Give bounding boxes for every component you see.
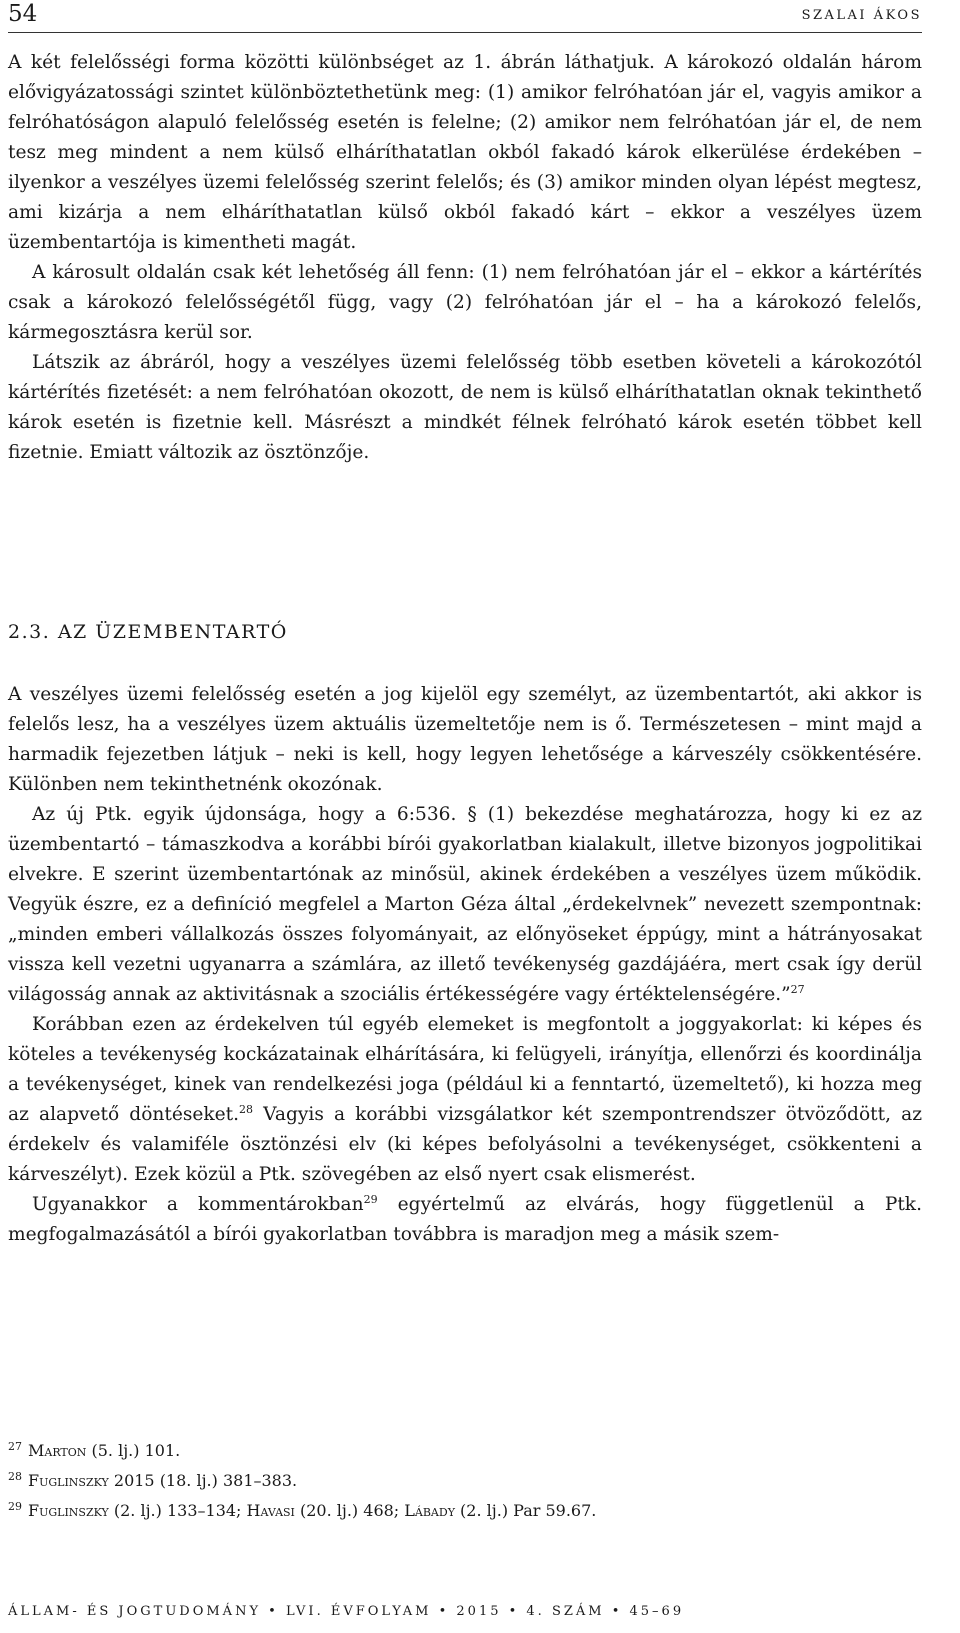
footnote-author: Fuglinszky — [28, 1471, 109, 1490]
footnote-author: Fuglinszky — [28, 1501, 109, 1520]
footnote-number: 27 — [8, 1440, 22, 1453]
running-head: SZALAI ÁKOS — [801, 8, 922, 23]
footnote-text: (2. lj.) 133–134; — [108, 1501, 247, 1520]
paragraph-text: Vagyis a korábbi vizsgálatkor két szempontrendszer ötvöződött, az érdekelv és valamiféle ösztönzési elv (ki képes befolyásolni a tevékenységet, csökkenteni a kárveszélyt). Ezek közül a Ptk. szövegében az első nyert csak elismerést. — [8, 1104, 922, 1185]
footnote-ref[interactable]: 29 — [363, 1193, 378, 1206]
footnote — [8, 1464, 922, 1494]
footnote-number: 28 — [8, 1470, 22, 1483]
footnotes — [8, 1434, 922, 1524]
paragraph: A veszélyes üzemi felelősség esetén a jog kijelöl egy személyt, az üzembentartót, aki akkor is felelős lesz, ha a veszélyes üzem aktuális üzemeltetője nem is ő. Természetesen – mint majd a harmadik fejezetben látjuk – neki is kell, hogy legyen lehetősége a kárveszély csökkentésére. Különben nem tekinthetnénk okozónak. — [8, 684, 922, 795]
footnote-author: Havasi — [246, 1501, 295, 1520]
footnote-ref[interactable]: 27 — [790, 983, 805, 996]
footnote — [8, 1434, 922, 1464]
section-number: 2.3. — [8, 621, 51, 643]
footnote-text: 2015 (18. lj.) 381–383. — [108, 1471, 298, 1490]
page-header — [8, 0, 922, 33]
section-title: AZ ÜZEMBENTARTÓ — [57, 621, 288, 643]
paragraph-text: Korábban ezen az érdekelven túl egyéb elemeket is megfontolt a joggyakorlat: ki képes és köteles a tevékenység kockázatainak elhárítására, ki felügyeli, irányítja, ellenőrzi és koordinálja a tevékenységet, kinek van rendelkezési joga (például ki a fenntartó, üzemeltető), ki hozza meg az alapvető döntéseket. — [8, 1014, 922, 1125]
footnote — [8, 1494, 922, 1524]
paragraph: A károsult oldalán csak két lehetőség áll fenn: (1) nem felróhatóan jár el – ekkor a kártérítés csak a károkozó felelősségétől függ, vagy (2) felróhatóan jár el – ha a károkozó felelős, kármegosztásra kerül sor. — [8, 262, 922, 343]
paragraph: A két felelősségi forma közötti különbséget az 1. ábrán láthatjuk. A károkozó oldalán három elővigyázatossági szintet különböztethetünk meg: (1) amikor felróhatóan jár el, vagyis amikor a felróhatóságon alapuló felelősség esetén is felelne; (2) amikor nem felróhatóan jár el, de nem tesz meg mindent a nem külső elháríthatatlan okból fakadó károk elkerülése érdekében – ilyenkor a veszélyes üzemi felelősség szerint felelős; és (3) amikor minden olyan lépést megtesz, ami kizárja a nem elháríthatatlan külső okból fakadó kárt – ekkor a veszélyes üzem üzembentartója is kimentheti magát. — [8, 52, 922, 253]
footnote-author: Marton — [28, 1441, 87, 1460]
body-section-2 — [8, 680, 922, 1250]
footnote-author: Lábady — [404, 1501, 455, 1520]
paragraph-text: egyértelmű az elvárás, hogy függetlenül a Ptk. megfogalmazásától a bírói gyakorlatban továbbra is maradjon meg a másik szem- — [8, 1194, 922, 1245]
footnote-text: (2. lj.) Par 59.67. — [454, 1501, 597, 1520]
paragraph — [8, 1190, 922, 1250]
paragraph — [8, 800, 922, 1010]
paragraph-text: Az új Ptk. egyik újdonsága, hogy a 6:536. § (1) bekezdése meghatározza, hogy ki ez az üzembentartó – támaszkodva a korábbi bírói gyakorlatban kialakult, illetve bizonyos jogpolitikai elvekre. E szerint üzembentartónak az minősül, akinek érdekében a veszélyes üzem működik. Vegyük észre, ez a definíció megfelel a Marton Géza által „érdekelvnek” nevezett szempontnak: „minden emberi vállalkozás összes folyományait, az előnyöseket éppúgy, mint a hátrányosakat vissza kell vezetni ugyanarra a számlára, az illető tevékenység gazdájáéra, mert csak így derül világosság annak az aktivitásnak a szociális értékességére vagy értéktelenségére.” — [8, 804, 922, 1005]
page-number: 54 — [8, 1, 38, 27]
page-footer: ÁLLAM- ÉS JOGTUDOMÁNY • LVI. ÉVFOLYAM • 2015 • 4. SZÁM • 45–69 — [8, 1604, 685, 1619]
paragraph-text: Ugyanakkor a kommentárokban — [32, 1194, 364, 1215]
paragraph: Látszik az ábráról, hogy a veszélyes üzemi felelősség több esetben követeli a károkozótól kártérítés fizetését: a nem felróhatóan okozott, de nem is külső elháríthatatlan oknak tekinthető károk esetén is fizetnie kell. Másrészt a mindkét félnek felróható károk esetén többet kell fizetnie. Emiatt változik az ösztönzője. — [8, 352, 922, 463]
footnote-ref[interactable]: 28 — [239, 1103, 254, 1116]
footnote-number: 29 — [8, 1500, 22, 1513]
footnote-text: (20. lj.) 468; — [294, 1501, 405, 1520]
section-heading — [8, 618, 288, 646]
footnote-text: (5. lj.) 101. — [86, 1441, 181, 1460]
body-section-1 — [8, 48, 922, 468]
paragraph — [8, 1010, 922, 1190]
